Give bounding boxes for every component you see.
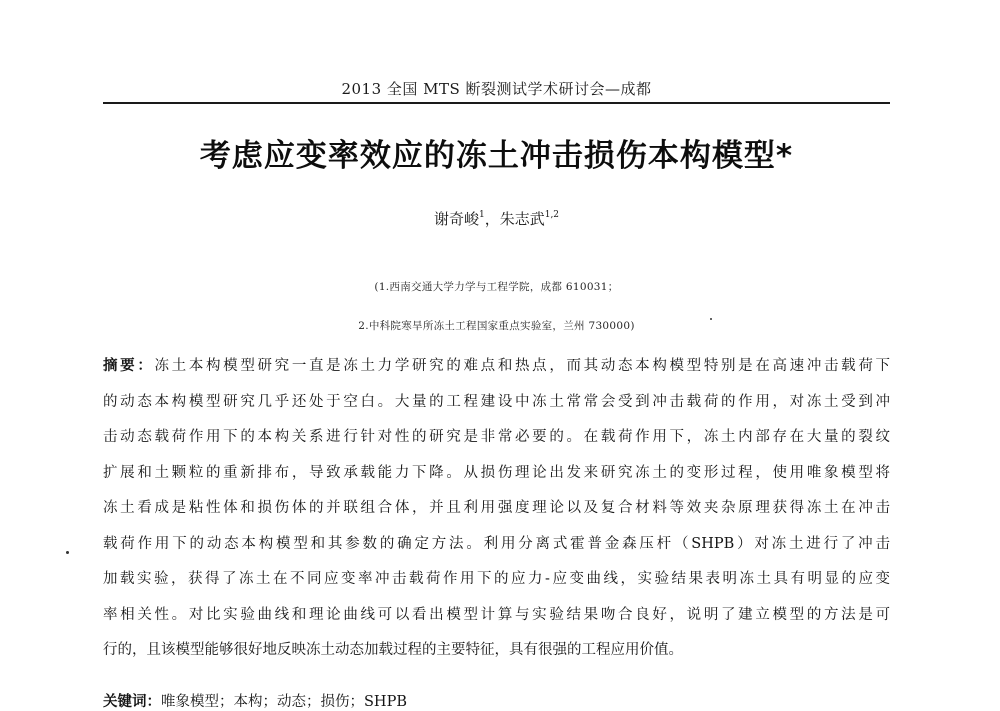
abstract-line: 行的，且该模型能够很好地反映冻土动态加载过程的主要特征，具有很强的工程应用价值。 (103, 642, 683, 658)
abstract-line: 加载实验，获得了冻土在不同应变率冲击载荷作用下的应力-应变曲线，实验结果表明冻土具有明显的应变 (103, 571, 890, 587)
author-name: 谢奇峻 (433, 210, 479, 228)
abstract-line: 冻土看成是粘性体和损伤体的并联组合体，并且利用强度理论以及复合材料等效夹杂原理获得冻土在冲击 (103, 500, 890, 516)
abstract-label-text: 摘要 (103, 358, 138, 374)
abstract-line: 的动态本构模型研究几乎还处于空白。大量的工程建设中冻土常常会受到冲击载荷的作用，对冻土受到冲 (103, 393, 890, 410)
author-affiliation-mark: 1,2 (544, 210, 560, 220)
keywords (103, 690, 890, 711)
keywords-label-text: 关键词 (103, 694, 147, 710)
keywords-label-colon: ： (146, 694, 161, 710)
author-name: 朱志武 (499, 210, 545, 228)
abstract-label-colon: ： (137, 358, 155, 374)
abstract-label (103, 358, 155, 374)
author-affiliation-mark: 1 (478, 210, 485, 220)
scan-speck (66, 551, 69, 554)
abstract-line (103, 349, 890, 385)
paper-title: 考虑应变率效应的冻土冲击损伤本构模型* (199, 138, 794, 174)
abstract-line-text: 冻土本构模型研究一直是冻土力学研究的难点和热点，而其动态本构模型特别是在高速冲击载荷下 (154, 358, 891, 374)
author-line (103, 208, 890, 229)
scan-speck (710, 318, 712, 320)
keywords-label (103, 694, 161, 710)
running-header: 2013 全国 MTS 断裂测试学术研讨会—成都 (341, 80, 652, 98)
abstract-line: 击动态载荷作用下的本构关系进行针对性的研究是非常必要的。在载荷作用下，冻土内部存在大量的裂纹 (103, 429, 890, 445)
affiliation-1: (1.西南交通大学力学与工程学院，成都 610031； (374, 281, 619, 293)
abstract-line: 扩展和土颗粒的重新排布，导致承载能力下降。从损伤理论出发来研究冻土的变形过程，使用唯象模型将 (103, 464, 890, 481)
abstract-line: 载荷作用下的动态本构模型和其参数的确定方法。利用分离式霍普金森压杆（SHPB）对冻土进行了冲击 (103, 535, 890, 552)
keywords-text: 唯象模型；本构；动态；损伤；SHPB (161, 694, 407, 710)
header-rule (103, 102, 890, 104)
affiliation-2: 2.中科院寒旱所冻土工程国家重点实验室，兰州 730000) (358, 320, 635, 332)
abstract-line: 率相关性。对比实验曲线和理论曲线可以看出模型计算与实验结果吻合良好，说明了建立模型的方法是可 (103, 606, 890, 623)
abstract (103, 349, 890, 669)
author-separator: ， (484, 210, 500, 228)
